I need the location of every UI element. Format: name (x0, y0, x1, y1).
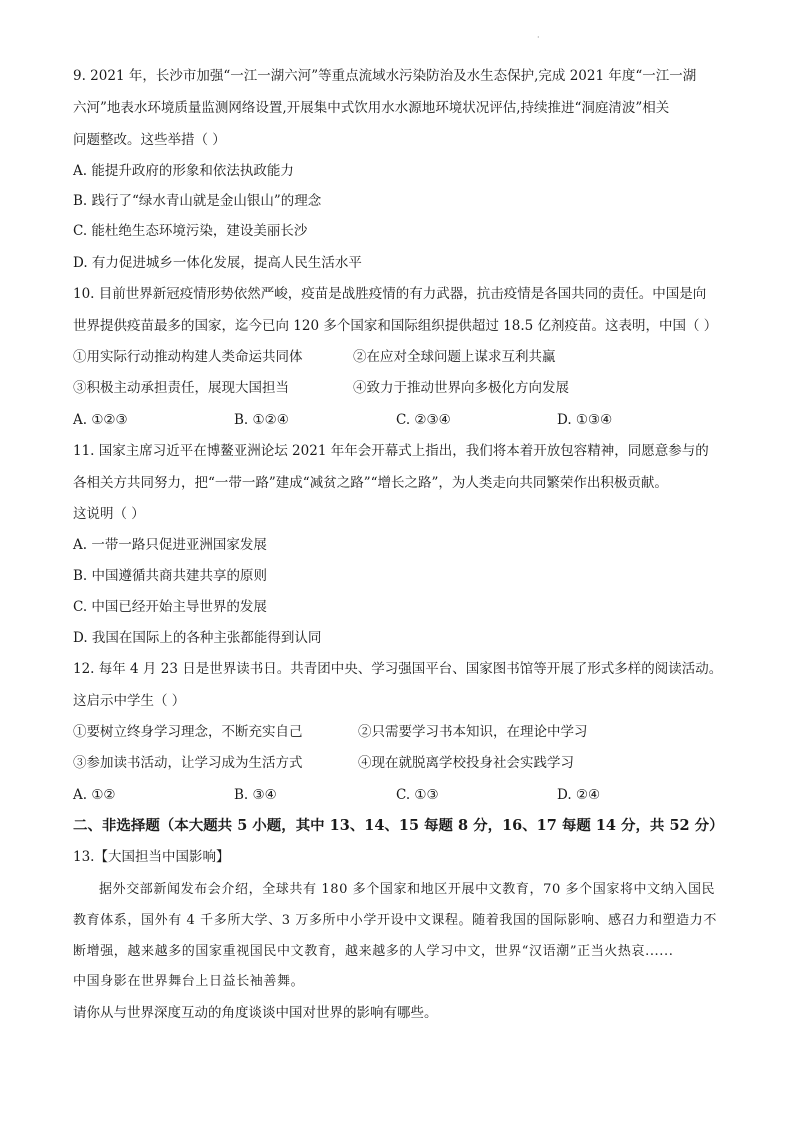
section-2-title: 二、非选择题（本大题共 5 小题，其中 13、14、15 每题 8 分，16、17 每题 14 分，共 52 分） (73, 817, 724, 834)
q12-option-d: D. ②④ (557, 787, 601, 803)
q12-option-a: A. ①② (73, 787, 116, 803)
q10-stem-line-2: 世界提供疫苗最多的国家，迄今已向 120 多个国家和国际组织提供超过 18.5 亿剂疫苗。这表明，中国（ ） (73, 318, 718, 334)
q9-option-c: C. 能杜绝生态环境污染，建设美丽长沙 (73, 223, 308, 239)
q12-option-c: C. ①③ (396, 787, 439, 803)
q10-option-a: A. ①②③ (73, 412, 128, 428)
q10-stem-line-1: 10. 目前世界新冠疫情形势依然严峻，疫苗是战胜疫情的有力武器，抗击疫情是各国共同的责任。中国是向 (73, 286, 707, 302)
q13-material-line-2: 教育体系，国外有 4 千多所大学、3 万多所中小学开设中文课程。随着我国的国际影响、感召力和塑造力不 (73, 913, 717, 928)
q9-option-a: A. 能提升政府的形象和依法执政能力 (73, 163, 294, 179)
q12-statement-2: ②只需要学习书本知识，在理论中学习 (358, 724, 588, 740)
q11-option-c: C. 中国已经开始主导世界的发展 (73, 599, 267, 615)
q11-stem-line-2: 各相关方共同努力，把“一带一路”建成“减贫之路”“增长之路”，为人类走向共同繁荣作出积极贡献。 (73, 475, 668, 491)
q10-statement-4: ④致力于推动世界向多极化方向发展 (353, 380, 569, 396)
q12-option-b: B. ③④ (234, 787, 277, 803)
q9-stem-line-2: 六河”地表水环境质量监测网络设置,开展集中式饮用水水源地环境状况评估,持续推进“洞庭清波”相关 (73, 100, 670, 116)
q11-option-a: A. 一带一路只促进亚洲国家发展 (73, 537, 267, 553)
q12-statement-1: ①要树立终身学习理念，不断充实自己 (73, 724, 303, 740)
q9-option-d: D. 有力促进城乡一体化发展，提高人民生活水平 (73, 255, 362, 271)
q11-stem-line-1: 11. 国家主席习近平在博鳌亚洲论坛 2021 年年会开幕式上指出，我们将本着开放包容精神，同愿意参与的 (73, 443, 709, 459)
q10-option-d: D. ①③④ (557, 412, 613, 428)
q10-statement-1: ①用实际行动推动构建人类命运共同体 (73, 349, 303, 365)
q10-option-b: B. ①②④ (234, 412, 289, 428)
q10-statement-3: ③积极主动承担责任，展现大国担当 (73, 380, 289, 396)
q12-stem-line-1: 12. 每年 4 月 23 日是世界读书日。共青团中央、学习强国平台、国家图书馆等开展了形式多样的阅读活动。 (73, 661, 723, 677)
q13-heading: 13.【大国担当中国影响】 (73, 849, 230, 865)
q13-material-line-1: 据外交部新闻发布会介绍，全球共有 180 多个国家和地区开展中文教育，70 多个国家将中文纳入国民 (99, 882, 716, 897)
q10-option-c: C. ②③④ (396, 412, 451, 428)
q9-option-b: B. 践行了“绿水青山就是金山银山”的理念 (73, 193, 322, 209)
q12-statement-3: ③参加读书活动，让学习成为生活方式 (73, 755, 303, 771)
q13-material-line-3: 断增强，越来越多的国家重视国民中文教育，越来越多的人学习中文，世界“汉语潮”正当火热哀...... (73, 944, 674, 959)
q12-statement-4: ④现在就脱离学校投身社会实践学习 (358, 755, 574, 771)
header-mark: · (537, 33, 540, 42)
q12-stem-line-2: 这启示中学生（ ） (73, 693, 186, 709)
q10-statement-2: ②在应对全球问题上谋求互利共赢 (353, 349, 556, 365)
q9-stem-line-1: 9. 2021 年，长沙市加强“一江一湖六河”等重点流域水污染防治及水生态保护,完成 2021 年度“一江一湖 (73, 68, 697, 84)
q11-option-b: B. 中国遵循共商共建共享的原则 (73, 568, 268, 584)
q13-prompt: 请你从与世界深度互动的角度谈谈中国对世界的影响有哪些。 (73, 1005, 438, 1021)
q9-stem-line-3: 问题整改。这些举措（ ） (73, 132, 226, 148)
q11-option-d: D. 我国在国际上的各种主张都能得到认同 (73, 630, 322, 646)
q11-stem-line-3: 这说明（ ） (73, 506, 145, 522)
q13-material-line-4: 中国身影在世界舞台上日益长袖善舞。 (73, 974, 305, 989)
